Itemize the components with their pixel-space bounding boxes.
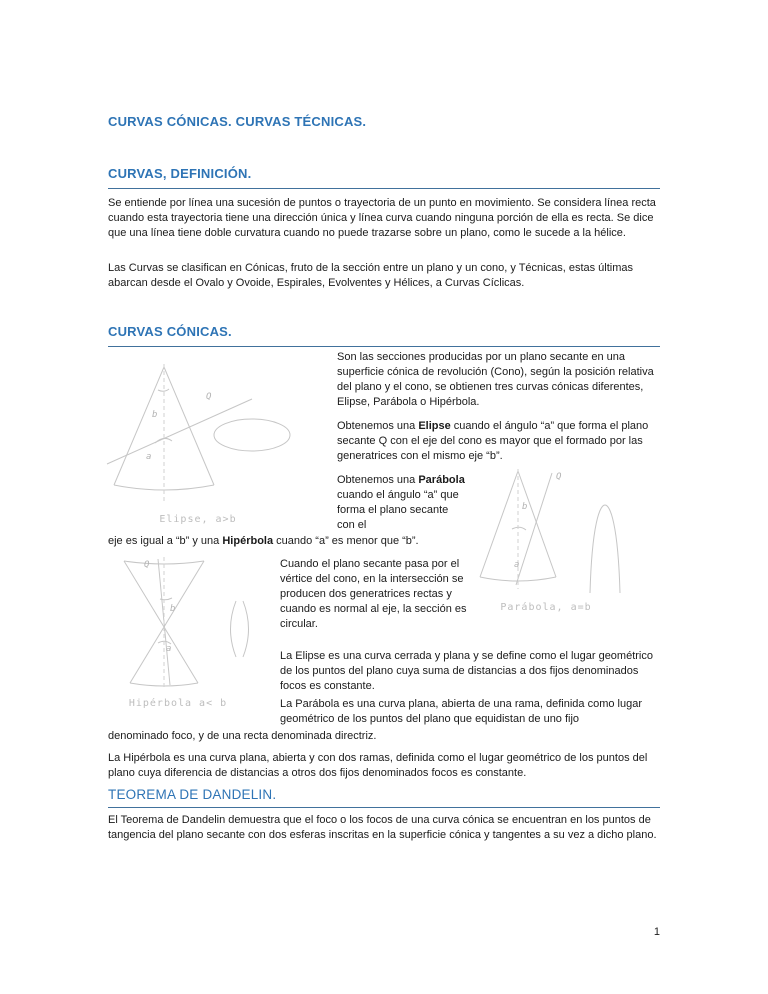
paragraph-secciones: Son las secciones producidas por un plano secante en una superficie cónica de revolución (Cono), según la posición relativa del plano y el cono, se obtienen tres curvas cónicas diferentes, Elipse, Parábola o Hipérbola.	[337, 351, 654, 408]
paragraph-dandelin: El Teorema de Dandelin demuestra que el foco o los focos de una curva cónica se encuentran en los puntos de tangencia del plano secante con dos esferas inscritas en la superficie cónica y tangentes a su vez a dicho plano.	[108, 814, 657, 841]
text-segment-bold: Hipérbola	[222, 535, 274, 547]
paragraph-parabola-definicion-continuacion: denominado foco, y de una recta denominada directriz.	[108, 730, 377, 742]
text-segment: cuando el ángulo “a” que forma el plano secante con el	[337, 489, 459, 531]
heading-teorema-dandelin: TEOREMA DE DANDELIN.	[108, 786, 660, 808]
cone-outline	[107, 367, 252, 490]
document-title: CURVAS CÓNICAS. CURVAS TÉCNICAS.	[108, 114, 367, 129]
figure-hiperbola	[102, 555, 254, 709]
paragraph-elipse-definicion: La Elipse es una curva cerrada y plana y se define como el lugar geométrico de los puntos del plano cuya suma de distancias a dos fijos denominados focos es constante.	[280, 650, 653, 692]
text-segment-bold: Parábola	[418, 474, 465, 486]
double-cone-outline	[124, 559, 249, 686]
fig-letter-a: a	[146, 452, 152, 462]
fig-letter-b: b	[522, 502, 528, 512]
text-segment: cuando el ángulo “a” que forma el plano secante Q con el eje del cono es mayor que el formado por las generatrices con el mismo eje “b”.	[337, 420, 649, 462]
ellipse-section-sketch	[214, 419, 290, 451]
figure-label-elipse: Elipse, a>b	[159, 514, 237, 525]
text-segment: Obtenemos una	[337, 474, 419, 486]
paragraph-vertice: Cuando el plano secante pasa por el vértice del cono, en la intersección se producen dos generatrices rectas y cuando es normal al eje, la sección es circular.	[280, 558, 467, 630]
page-number: 1	[653, 926, 660, 938]
text-segment: Obtenemos una	[337, 420, 419, 432]
text-segment-bold: Elipse	[418, 420, 451, 432]
cone-outline	[480, 471, 620, 593]
text-segment: cuando “a” es menor que “b”.	[273, 535, 419, 547]
paragraph-hiperbola-definicion: La Hipérbola es una curva plana, abierta y con dos ramas, definida como el lugar geométrico de los puntos del plano cuya diferencia de distancias a otros dos fijos denominados focos es constante.	[108, 752, 648, 779]
figure-label-parabola: Parábola, a=b	[500, 602, 592, 613]
paragraph-obtenemos-parabola	[337, 473, 467, 533]
heading-curvas-conicas: CURVAS CÓNICAS.	[108, 324, 660, 347]
fig-letter-b: b	[152, 410, 158, 420]
hiperbola-cone-sketch	[102, 555, 254, 691]
fig-letter-q: Q	[206, 392, 212, 402]
fig-letter-a: a	[514, 560, 520, 570]
paragraph-definicion-2: Las Curvas se clasifican en Cónicas, fruto de la sección entre un plano y un cono, y Técnicas, estas últimas abarcan desde el Ovalo y Ovoide, Espirales, Evolventes y Hélices, a Curvas Cíclicas.	[108, 262, 634, 289]
fig-letter-a: a	[166, 644, 172, 654]
fig-letter-q: Q	[556, 472, 562, 482]
fig-letter-q: Q	[144, 560, 150, 570]
paragraph-definicion-1: Se entiende por línea una sucesión de puntos o trayectoria de un punto en movimiento. Se considera línea recta cuando esta trayectoria tiene una dirección única y línea curva cuando ninguna porción de ella es recta. Se dice que una línea tiene doble curvatura cuando no puede trazarse sobre un plano, como le sucede a la hélice.	[108, 197, 656, 239]
figure-elipse	[102, 361, 294, 525]
parabola-cone-sketch	[464, 467, 628, 595]
heading-curvas-definicion: CURVAS, DEFINICIÓN.	[108, 166, 660, 189]
paragraph-parabola-definicion: La Parábola es una curva plana, abierta de una rama, definida como lugar geométrico de los puntos del plano que equidistan de uno fijo	[280, 698, 643, 725]
paragraph-hiperbola-condicion	[108, 534, 664, 549]
fig-letter-b: b	[170, 604, 176, 614]
text-segment: eje es igual a “b” y una	[108, 535, 223, 547]
figure-label-hiperbola: Hipérbola a< b	[128, 698, 228, 709]
paragraph-obtenemos-elipse	[337, 419, 663, 464]
elipse-cone-sketch	[102, 361, 294, 507]
